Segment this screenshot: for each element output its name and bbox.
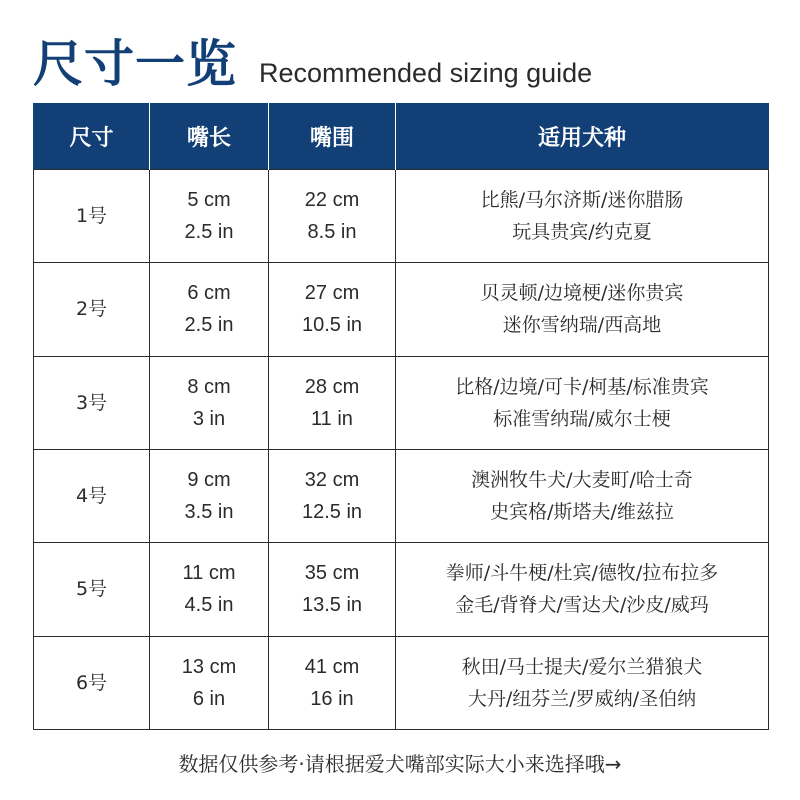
length-cm: 6 cm	[187, 282, 231, 305]
length-cell	[150, 449, 269, 542]
girth-cell	[269, 543, 396, 636]
length-cm: 11 cm	[182, 562, 236, 585]
breeds-line-2: 标准雪纳瑞/威尔士梗	[493, 407, 671, 430]
breeds-line-1: 比格/边境/可卡/柯基/标准贵宾	[455, 375, 709, 398]
breeds-line-1: 秋田/马士提夫/爱尔兰猎狼犬	[461, 655, 703, 678]
column-header-length: 嘴长	[150, 103, 269, 170]
length-cm: 13 cm	[181, 655, 237, 678]
length-cell	[150, 263, 269, 356]
girth-cell	[269, 263, 396, 356]
column-header-size: 尺寸	[34, 103, 150, 170]
length-in: 2.5 in	[184, 314, 234, 337]
size-cell: 2号	[34, 263, 150, 356]
girth-cell	[269, 449, 396, 542]
page-title: 尺寸一览	[33, 35, 237, 93]
length-cell	[150, 356, 269, 449]
table-row	[34, 543, 769, 636]
length-cell	[150, 170, 269, 263]
size-cell: 3号	[34, 356, 150, 449]
breeds-cell	[396, 263, 769, 356]
girth-in: 12.5 in	[301, 501, 363, 524]
size-cell: 6号	[34, 636, 150, 729]
breeds-line-1: 贝灵顿/边境梗/迷你贵宾	[480, 282, 684, 305]
girth-in: 16 in	[310, 687, 354, 710]
breeds-line-2: 金毛/背脊犬/雪达犬/沙皮/威玛	[455, 594, 709, 617]
length-cm: 5 cm	[187, 189, 231, 212]
length-cell	[150, 543, 269, 636]
length-in: 3.5 in	[184, 501, 234, 524]
table-header-row	[34, 103, 769, 170]
table-row	[34, 263, 769, 356]
girth-cm: 28 cm	[304, 375, 360, 398]
breeds-line-2: 大丹/纽芬兰/罗威纳/圣伯纳	[467, 687, 697, 710]
length-in: 2.5 in	[184, 221, 234, 244]
girth-cell	[269, 170, 396, 263]
girth-cm: 27 cm	[304, 282, 360, 305]
table-row	[34, 636, 769, 729]
breeds-cell	[396, 170, 769, 263]
girth-cell	[269, 356, 396, 449]
length-in: 4.5 in	[184, 594, 234, 617]
table-row	[34, 356, 769, 449]
breeds-line-1: 拳师/斗牛梗/杜宾/德牧/拉布拉多	[445, 562, 719, 585]
girth-in: 11 in	[311, 407, 353, 430]
girth-in: 10.5 in	[301, 314, 363, 337]
length-in: 6 in	[192, 687, 226, 710]
length-cm: 9 cm	[187, 469, 231, 492]
page-header	[33, 22, 592, 94]
breeds-line-1: 比熊/马尔济斯/迷你腊肠	[480, 189, 684, 212]
size-cell: 4号	[34, 449, 150, 542]
table-row	[34, 170, 769, 263]
breeds-cell	[396, 356, 769, 449]
breeds-cell	[396, 543, 769, 636]
girth-cm: 35 cm	[304, 562, 360, 585]
length-cm: 8 cm	[187, 375, 231, 398]
length-cell	[150, 636, 269, 729]
page-subtitle: Recommended sizing guide	[259, 58, 593, 88]
girth-in: 13.5 in	[301, 594, 363, 617]
girth-cm: 41 cm	[304, 655, 360, 678]
breeds-cell	[396, 636, 769, 729]
table-row	[34, 449, 769, 542]
girth-cm: 32 cm	[304, 469, 360, 492]
breeds-line-2: 史宾格/斯塔夫/维兹拉	[490, 501, 674, 524]
girth-cell	[269, 636, 396, 729]
column-header-girth: 嘴围	[269, 103, 396, 170]
breeds-cell	[396, 449, 769, 542]
breeds-line-2: 玩具贵宾/约克夏	[512, 221, 652, 244]
sizing-table	[33, 103, 769, 730]
girth-in: 8.5 in	[307, 221, 357, 244]
breeds-line-1: 澳洲牧牛犬/大麦町/哈士奇	[471, 469, 693, 492]
breeds-line-2: 迷你雪纳瑞/西高地	[502, 314, 662, 337]
length-in: 3 in	[192, 407, 226, 430]
column-header-breeds: 适用犬种	[396, 103, 769, 170]
size-cell: 5号	[34, 543, 150, 636]
footer-note: 数据仅供参考·请根据爱犬嘴部实际大小来选择哦→	[178, 752, 622, 776]
size-cell: 1号	[34, 170, 150, 263]
girth-cm: 22 cm	[304, 189, 360, 212]
